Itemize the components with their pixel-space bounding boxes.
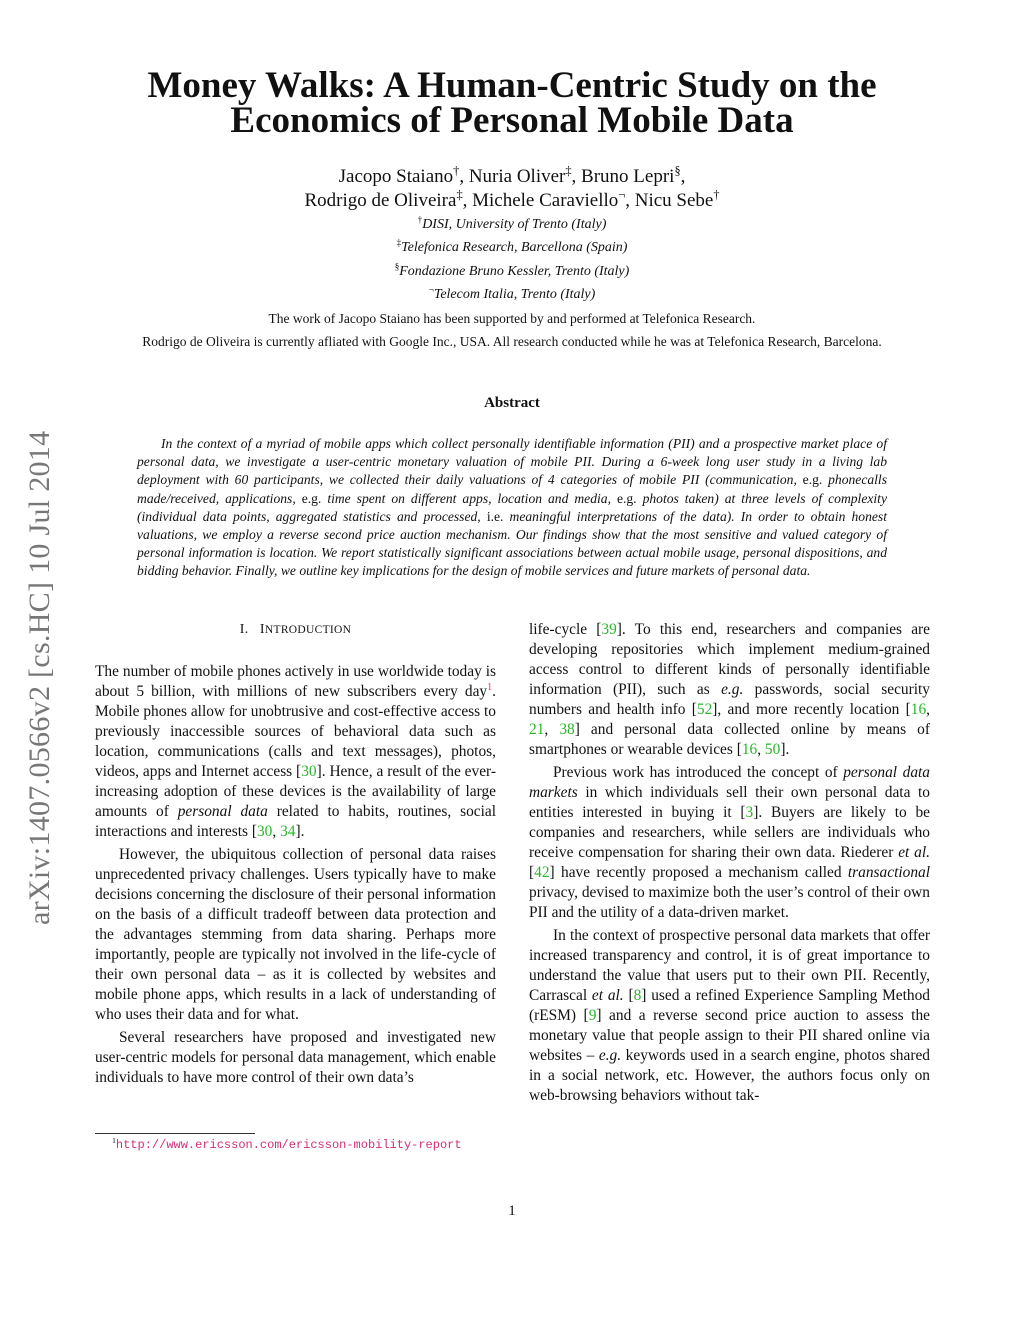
- text: meaningful interpretations of the data). In order to obtain honest valuations, we employ a reverse second price auction mechanism. Our findings show that the most sensitive and valued category of personal information is location. We report statistically significant associations between actual mobile usage, personal dispositions, and bidding behavior. Finally, we outline key implications for the design of mobile services and future markets of personal data.: [137, 508, 888, 579]
- affiliation-mark: §: [394, 260, 400, 271]
- text: ].: [780, 741, 790, 758]
- affiliation-text: Fondazione Bruno Kessler, Trento (Italy): [399, 263, 630, 279]
- abbrev: i.e.: [486, 508, 504, 524]
- affiliation: [0, 237, 1024, 256]
- page-number: 1: [508, 1203, 516, 1219]
- text: ,: [757, 741, 765, 758]
- citation-link[interactable]: 34: [280, 823, 296, 840]
- citation-link[interactable]: 30: [256, 823, 273, 840]
- text: time spent on different apps, location and media,: [321, 490, 617, 506]
- text: ] have recently proposed a mechanism called: [549, 864, 848, 881]
- text: ,: [544, 721, 560, 738]
- text: life-cycle [: [529, 621, 602, 638]
- emphasis: personal data markets: [529, 764, 931, 801]
- text: ].: [295, 823, 305, 840]
- text: However, the ubiquitous collection of personal data raises unprecedented privacy challenges. Users typically have to make decisions concerning the disclosure of their personal information on the basis of a difficult tradeoff between data protection and the advantages stemming from data sharing. Perhaps more importantly, people are typically not involved in the life-cycle of their own personal data – as it is collected by websites and mobile phone apps, which results in a lack of understanding of who uses their data and for what.: [95, 846, 496, 1023]
- text: In the context of prospective personal data markets that offer increased transparency and control, it is of great importance to understand the value that users put to their own PII. Recently, Carrascal: [529, 927, 930, 1004]
- text: ] and a reverse second price auction to assess the monetary value that people assign to their PII shared online via websites –: [529, 1007, 930, 1064]
- footnote-link[interactable]: http://www.ericsson.com/ericsson-mobility-report: [115, 1138, 462, 1152]
- citation-link[interactable]: 42: [534, 864, 550, 881]
- author-name: Nuria Oliver: [468, 166, 566, 187]
- section-number: I.: [239, 622, 249, 637]
- paper-title: [0, 65, 1024, 141]
- section-heading: [95, 620, 496, 640]
- text: ,: [926, 701, 930, 718]
- paragraph: [529, 763, 930, 923]
- author-mark: ‡: [565, 163, 572, 178]
- text: ] and personal data collected online by means of smartphones or wearable devices [: [529, 721, 930, 758]
- author-mark: ‡: [456, 187, 463, 202]
- text: photos taken) at three levels of complexity (individual data points, aggregated statistics and processed,: [137, 490, 887, 524]
- author-name: Nicu Sebe: [634, 190, 714, 211]
- text: Previous work has introduced the concept of: [553, 764, 844, 781]
- emphasis: et al.: [898, 844, 931, 861]
- affiliation-mark: ‡: [396, 237, 402, 248]
- citation-link[interactable]: 21: [529, 721, 545, 738]
- citation-link[interactable]: 50: [764, 741, 781, 758]
- citation-link[interactable]: 30: [301, 763, 317, 780]
- footnote-rule: [95, 1133, 255, 1134]
- text: ] used a refined Experience Sampling Method (rESM) [: [529, 987, 930, 1024]
- citation-link[interactable]: 38: [559, 721, 575, 738]
- left-column: [95, 620, 496, 1091]
- affiliation-text: Telefonica Research, Barcellona (Spain): [401, 240, 628, 256]
- author-name: Michele Caraviello: [472, 190, 619, 211]
- affiliation: [0, 284, 1024, 303]
- abstract-heading: Abstract: [484, 395, 540, 411]
- footnote-ref[interactable]: 1: [487, 681, 493, 693]
- citation-link[interactable]: 9: [588, 1007, 597, 1024]
- author-name: Bruno Lepri: [581, 166, 675, 187]
- paragraph: [529, 620, 930, 760]
- author-mark: §: [674, 163, 681, 178]
- author-list: [0, 165, 1024, 213]
- citation-link[interactable]: 39: [601, 621, 617, 638]
- text: ,: [272, 823, 281, 840]
- author-mark: ¬: [618, 187, 626, 202]
- affiliation-text: DISI, University of Trento (Italy): [422, 217, 607, 232]
- affiliation-note: Rodrigo de Oliveira is currently afliated with Google Inc., USA. All research conducted while he was at Telefonica Research, Barcelona.: [142, 334, 882, 349]
- text: ]. Buyers are likely to be companies and researchers, while sellers are individuals who receive compensation for sharing their own data. Riederer: [529, 804, 930, 861]
- text: ]. Hence, a result of the ever-increasing adoption of these devices is the availability of large amounts of: [95, 763, 496, 820]
- text: ], and more recently location [: [712, 701, 911, 718]
- text: . Mobile phones allow for unobtrusive and cost-effective access to previously inaccessible sources of behavioral data such as location, communications (calls and text messages), photos, videos, apps and Internet access [: [95, 683, 496, 780]
- title-line: Money Walks: A Human-Centric Study on the: [147, 65, 877, 106]
- citation-link[interactable]: 16: [910, 701, 927, 718]
- text: [: [623, 987, 634, 1004]
- funding-note: The work of Jacopo Staiano has been supported by and performed at Telefonica Research.: [268, 311, 756, 326]
- title-line: Economics of Personal Mobile Data: [230, 100, 794, 141]
- section-title-initial: I: [259, 622, 265, 637]
- text: [: [529, 864, 535, 881]
- emphasis: et al.: [591, 987, 624, 1004]
- abstract-text: [137, 435, 887, 581]
- text: privacy, devised to maximize both the user’s control of their own PII and the utility of a data-driven market.: [529, 884, 930, 921]
- footnote: [112, 1138, 462, 1152]
- text: phonecalls made/received, applications,: [137, 472, 887, 506]
- paragraph: [529, 926, 930, 1106]
- section-title-rest: NTRODUCTION: [264, 624, 352, 636]
- affiliation-mark: †: [417, 214, 423, 225]
- arxiv-identifier: arXiv:1407.0566v2 [cs.HC] 10 Jul 2014: [23, 430, 56, 925]
- abbrev: e.g.: [301, 490, 322, 506]
- abbrev: e.g.: [802, 472, 823, 488]
- citation-link[interactable]: 52: [696, 701, 713, 718]
- paragraph: [95, 662, 496, 842]
- emphasis: personal data: [177, 803, 268, 820]
- author-line: Rodrigo de Oliveira‡, Michele Caraviello¬, Nicu Sebe†: [304, 187, 720, 211]
- text: ]. To this end, researchers and companies are developing repositories which implement medium-grained access control to different kinds of personally identifiable information (PII), such as: [529, 621, 930, 698]
- affiliation-text: Telecom Italia, Trento (Italy): [433, 286, 596, 302]
- citation-link[interactable]: 3: [745, 804, 754, 821]
- abbrev: e.g.: [616, 490, 637, 506]
- author-line: Jacopo Staiano†, Nuria Oliver‡, Bruno Lepri§,: [338, 163, 686, 187]
- paragraph: [95, 1028, 496, 1088]
- text: related to habits, routines, social interactions and interests [: [95, 803, 496, 840]
- right-column: [529, 620, 930, 1109]
- citation-link[interactable]: 16: [741, 741, 758, 758]
- author-mark: †: [713, 187, 720, 202]
- affiliation-mark: ¬: [428, 284, 434, 295]
- text: In the context of a myriad of mobile apps which collect personally identifiable information (PII) and a prospective market place of personal data, we investigate a user-centric monetary valuation of mobile PII. During a 6-week long user study in a living lab deployment with 60 participants, we collected their daily valuations of 4 categories of mobile PII (communication,: [137, 436, 887, 488]
- text: Several researchers have proposed and investigated new user-centric models for personal data management, which enable individuals to have more control of their own data’s: [95, 1029, 496, 1086]
- text: The number of mobile phones actively in use worldwide today is about 5 billion, with millions of new subscribers every day: [95, 663, 496, 700]
- citation-link[interactable]: 8: [633, 987, 642, 1004]
- paragraph: [95, 845, 496, 1025]
- footnote-mark: 1: [112, 1136, 116, 1145]
- affiliation: [0, 260, 1024, 280]
- affiliation: [0, 214, 1024, 233]
- text: keywords used in a search engine, photos shared in a social network, etc. However, the authors focus only on web-browsing behaviors without tak-: [529, 1047, 930, 1104]
- emphasis: transactional: [847, 864, 930, 881]
- emphasis: e.g.: [598, 1047, 622, 1064]
- emphasis: e.g.: [721, 681, 744, 698]
- author-name: Rodrigo de Oliveira: [304, 190, 457, 211]
- text: passwords, social security numbers and health info [: [529, 681, 931, 718]
- text: in which individuals sell their own personal data to entities interested in buying it [: [529, 784, 930, 821]
- author-name: Jacopo Staiano: [338, 166, 454, 187]
- author-mark: †: [453, 163, 460, 178]
